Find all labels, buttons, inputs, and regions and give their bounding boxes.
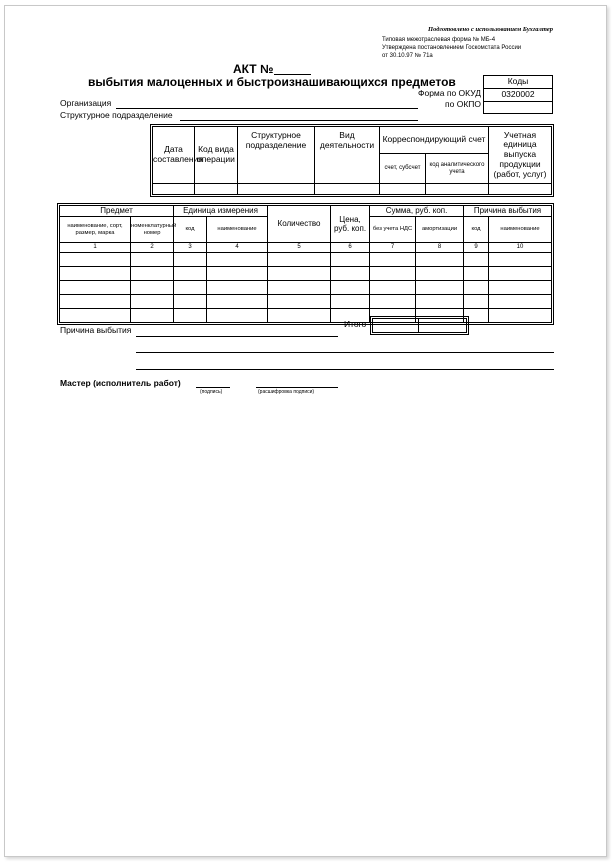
- okud-label: Форма по ОКУД: [418, 88, 481, 98]
- reason-label: Причина выбытия: [60, 325, 132, 335]
- act-subtitle: выбытия малоценных и быстроизнашивающихся предметов: [88, 75, 456, 89]
- activity-header: Вид деятельности: [315, 127, 380, 184]
- item-number-header: номенклатурный номер: [131, 217, 174, 243]
- col-number: 1: [60, 243, 131, 253]
- totals-table: [372, 318, 467, 333]
- signature-line: [196, 387, 230, 388]
- col-number: 9: [464, 243, 489, 253]
- table-row: [60, 295, 552, 309]
- account-header: счет, субсчет: [380, 154, 426, 184]
- col-number: 4: [207, 243, 268, 253]
- act-title: АКТ №: [233, 62, 274, 76]
- col-number: 6: [331, 243, 370, 253]
- unit-name-header: наименование: [207, 217, 268, 243]
- date-cell: [153, 184, 195, 195]
- form-info-line3: от 30.10.97 № 71а: [382, 53, 433, 59]
- reason-line-2: [136, 352, 554, 353]
- item-header: Предмет: [60, 206, 174, 217]
- reason-code-header: код: [464, 217, 489, 243]
- analytic-code-header: код аналитического учета: [426, 154, 489, 184]
- codes-box: [483, 75, 553, 114]
- total-label: Итого: [344, 319, 367, 329]
- analytic-code-cell: [426, 184, 489, 195]
- account-cell: [380, 184, 426, 195]
- unit-cell: [489, 184, 552, 195]
- op-code-header: Код вида операции: [195, 127, 238, 184]
- table-row: [60, 267, 552, 281]
- okpo-label: по ОКПО: [445, 99, 481, 109]
- codes-header: Коды: [484, 76, 553, 89]
- col-number: 2: [131, 243, 174, 253]
- master-label: Мастер (исполнитель работ): [60, 378, 181, 388]
- subdivision-label: Структурное подразделение: [60, 110, 173, 120]
- signature-caption: (подпись): [200, 389, 223, 395]
- reason-name-header: наименование: [489, 217, 552, 243]
- form-info-line1: Типовая межотраслевая форма № МБ-4: [382, 37, 496, 43]
- reason-header: Причина выбытия: [464, 206, 552, 217]
- header-table: [152, 126, 552, 195]
- quantity-header: Количество: [268, 206, 331, 243]
- col-number: 5: [268, 243, 331, 253]
- subdivision-line: [180, 120, 418, 121]
- op-code-cell: [195, 184, 238, 195]
- total-amort-cell: [419, 319, 467, 333]
- col-number: 8: [416, 243, 464, 253]
- col-number: 3: [174, 243, 207, 253]
- price-header: Цена, руб. коп.: [331, 206, 370, 243]
- item-name-header: наименование, сорт, размер, марка: [60, 217, 131, 243]
- corr-account-header: Корреспондирующий счет: [380, 127, 489, 154]
- items-table: [59, 205, 552, 323]
- col-number: 7: [370, 243, 416, 253]
- activity-cell: [315, 184, 380, 195]
- okpo-code: [484, 102, 553, 114]
- sum-amort-header: амортизации: [416, 217, 464, 243]
- publisher-note: Подготовлено с использованием Бухгалтер: [428, 26, 553, 33]
- total-no-vat-cell: [373, 319, 419, 333]
- form-info-line2: Утверждена постановлением Госкомстата России: [382, 45, 522, 51]
- unit-code-header: код: [174, 217, 207, 243]
- table-row: [60, 281, 552, 295]
- decoding-line: [256, 387, 338, 388]
- sum-header: Сумма, руб. коп.: [370, 206, 464, 217]
- date-header: Дата составления: [153, 127, 195, 184]
- decoding-caption: (расшифровка подписи): [258, 389, 315, 395]
- reason-line-3: [136, 369, 554, 370]
- table-row: [60, 253, 552, 267]
- unit-measure-header: Единица измерения: [174, 206, 268, 217]
- subdivision-cell: [238, 184, 315, 195]
- sum-no-vat-header: без учета НДС: [370, 217, 416, 243]
- subdivision-header: Структурное подразделение: [238, 127, 315, 184]
- reason-line-1: [136, 336, 338, 337]
- unit-header: Учетная единица выпуска продукции (работ, услуг): [489, 127, 552, 184]
- col-number: 10: [489, 243, 552, 253]
- organization-label: Организация: [60, 98, 112, 108]
- okud-code: 0320002: [484, 89, 553, 102]
- organization-line: [116, 108, 418, 109]
- table-row: [60, 309, 552, 323]
